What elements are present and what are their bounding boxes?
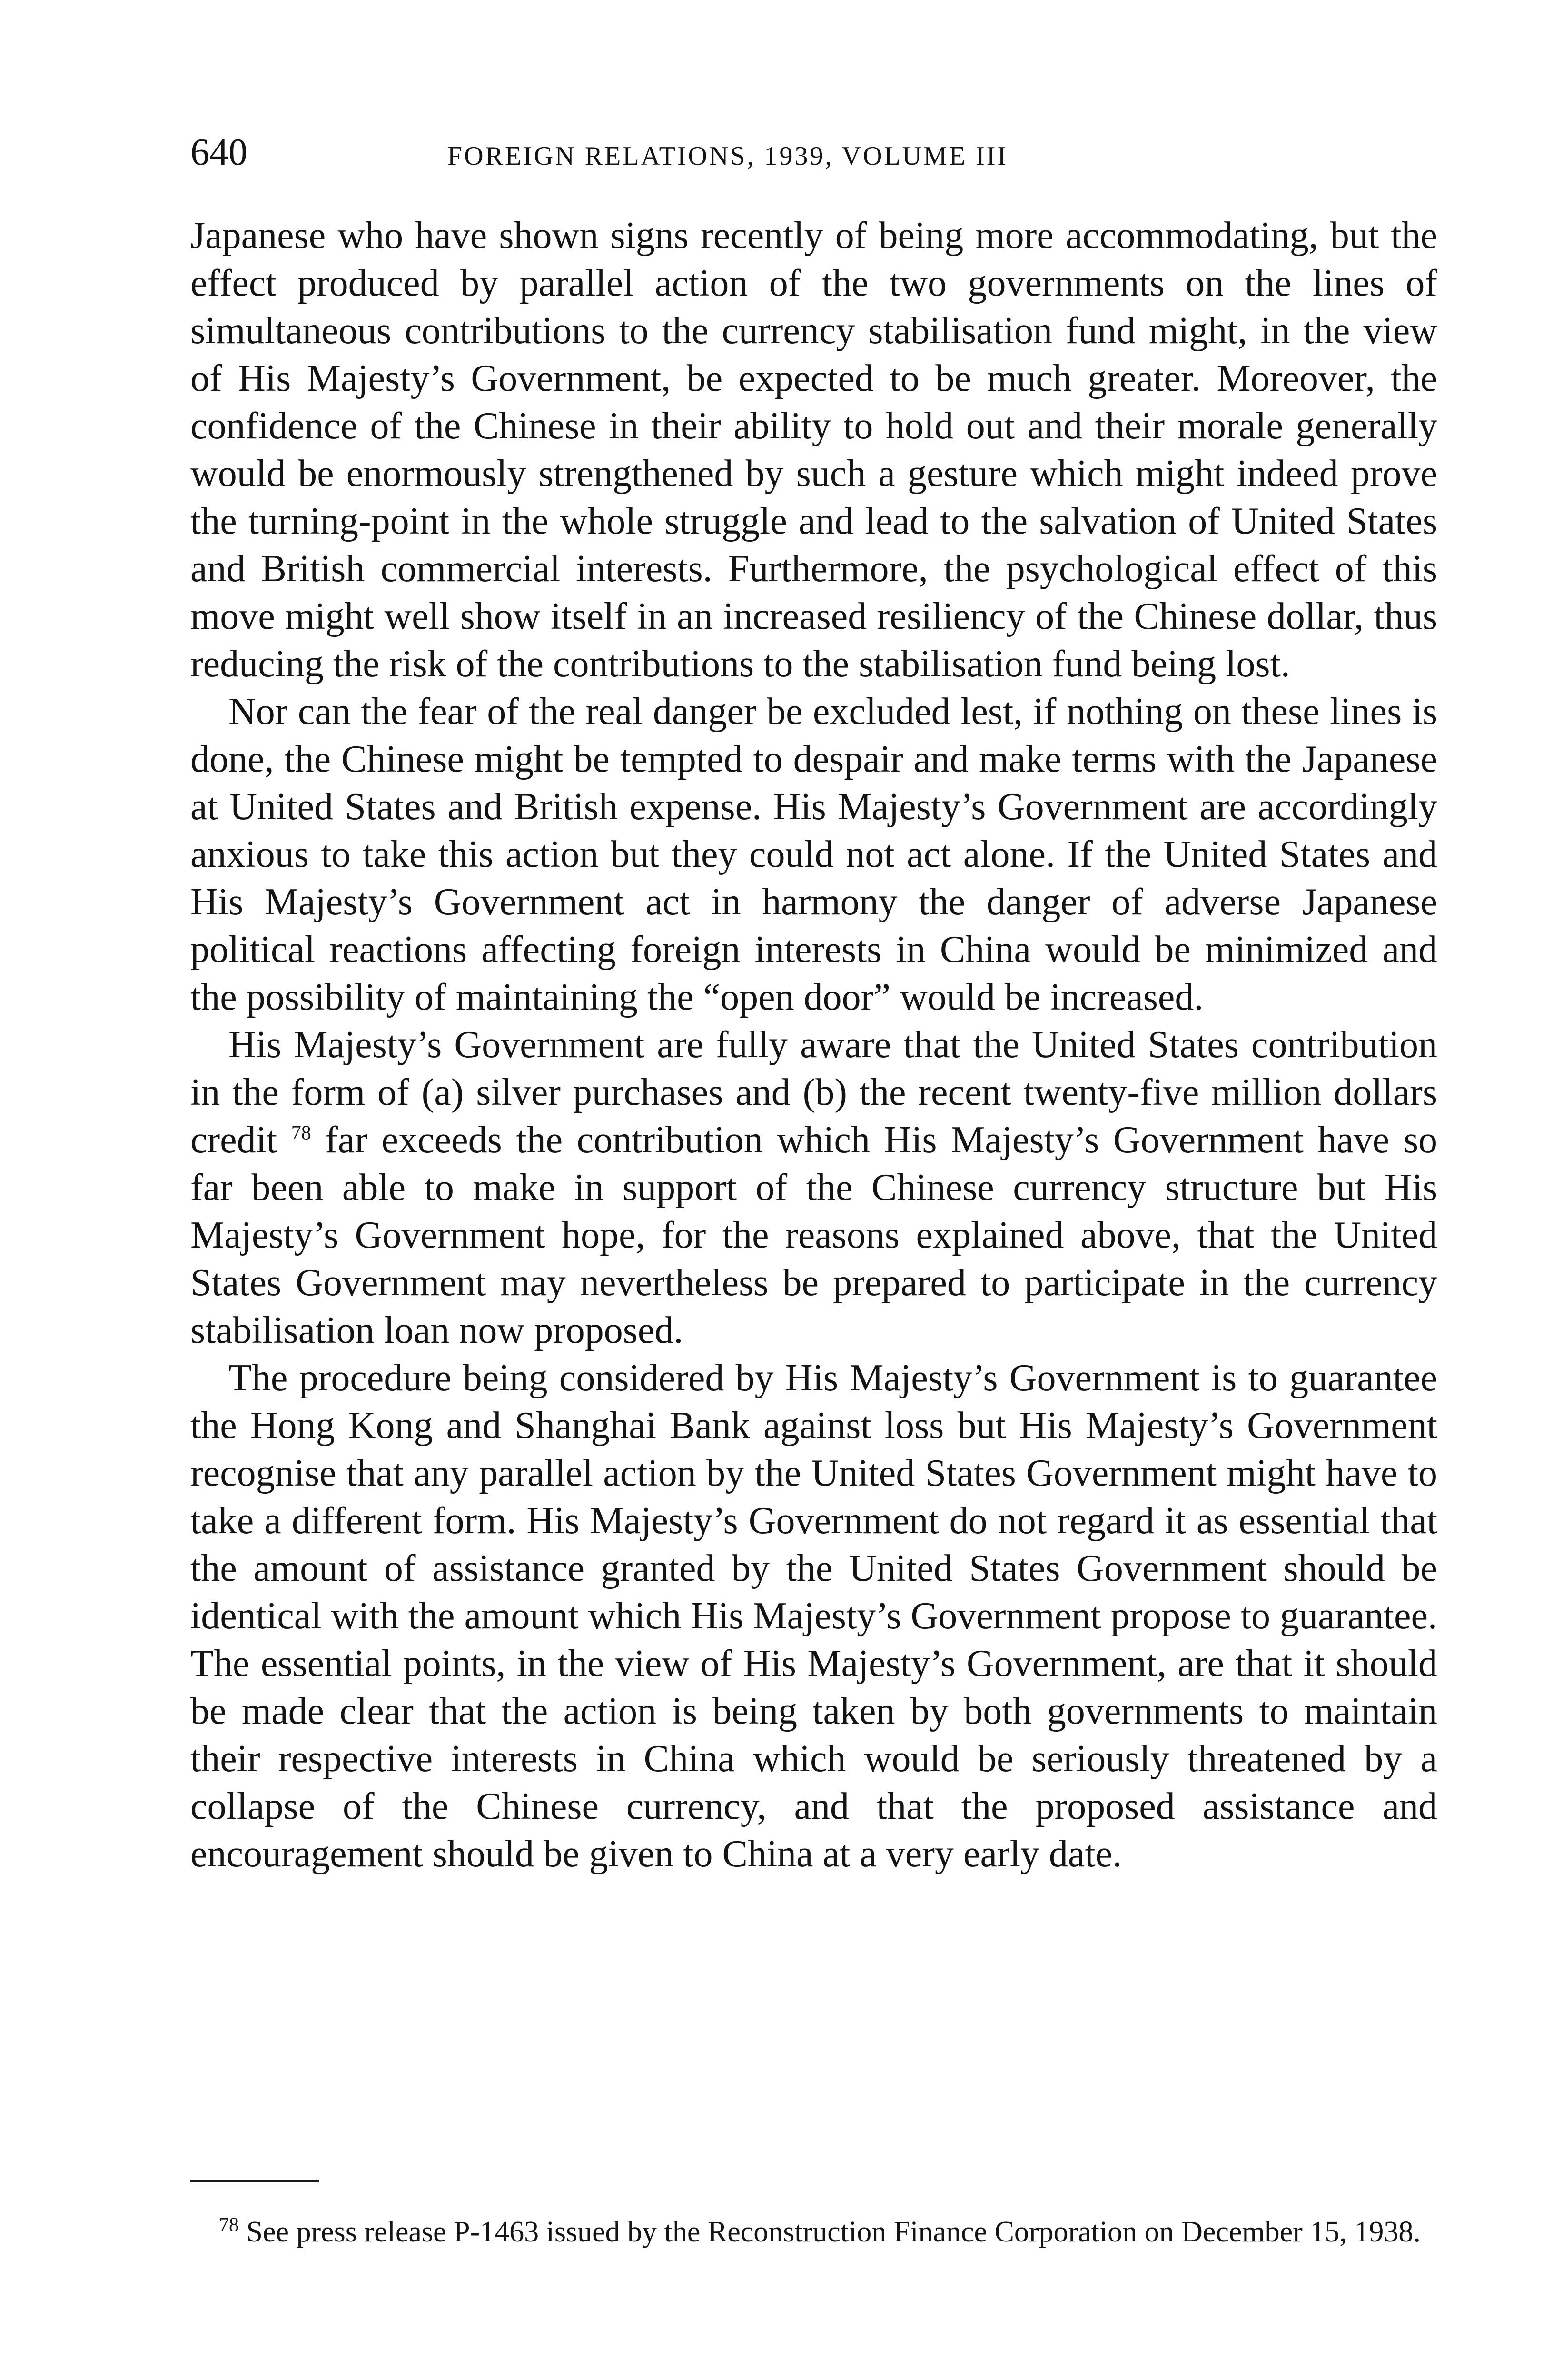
footnote-separator (190, 2180, 319, 2182)
paragraph-3-text-a: His Majesty’s Government are fully aware that the United States contribution in the form of (a) silver purchases and (b) the recent twenty-five million dollars credit (190, 1024, 1437, 1161)
footnote-mark: 78 (219, 2214, 239, 2236)
body-text (190, 212, 1437, 1878)
footnote-text: See press release P-1463 issued by the Reconstruction Finance Corporation on December 15, 1938. (246, 2216, 1421, 2248)
paragraph-4: The procedure being considered by His Majesty’s Government is to guarantee the Hong Kong and Shanghai Bank against loss but His Majesty’s Government recognise that any parallel action by the United States Government might have to take a different form. His Majesty’s Government do not regard it as essential that the amount of assistance granted by the United States Government should be identical with the amount which His Majesty’s Government propose to guarantee. The essential points, in the view of His Majesty’s Government, are that it should be made clear that the action is being taken by both governments to maintain their respective interests in China which would be seriously threatened by a collapse of the Chinese currency, and that the proposed assistance and encouragement should be given to China at a very early date. (190, 1357, 1437, 1875)
footnote-78 (190, 2213, 1428, 2251)
paragraph-1: Japanese who have shown signs recently of being more accommodating, but the effect produced by parallel action of the two governments on the lines of simultaneous contributions to the currency stabilisation fund might, in the view of His Majesty’s Government, be expected to be much greater. Moreover, the confidence of the Chinese in their ability to hold out and their morale generally would be enormously strengthened by such a gesture which might indeed prove the turning-point in the whole struggle and lead to the salvation of United States and British commercial interests. Furthermore, the psychological effect of this move might well show itself in an increased resiliency of the Chinese dollar, thus reducing the risk of the contributions to the stabilisation fund being lost. (190, 215, 1437, 685)
paragraph-2: Nor can the fear of the real danger be excluded lest, if nothing on these lines is done, the Chinese might be tempted to despair and make terms with the Japanese at United States and British expense. His Majesty’s Government are accordingly anxious to take this action but they could not act alone. If the United States and His Majesty’s Government act in harmony the danger of adverse Japanese political reactions affecting foreign interests in China would be minimized and the possibility of maintaining the “open door” would be increased. (190, 691, 1437, 1018)
page-header (190, 129, 1437, 176)
paragraph-3 (190, 1021, 1437, 1354)
paragraph-3-text-b: far exceeds the contribution which His Majesty’s Government have so far been able to make in support of the Chinese currency structure but His Majesty’s Government hope, for the reasons explained above, that the United States Government may nevertheless be prepared to participate in the currency stabilisation loan now proposed. (190, 1119, 1438, 1351)
running-head: FOREIGN RELATIONS, 1939, VOLUME III (447, 141, 1009, 171)
page-number: 640 (190, 131, 247, 173)
footnote-reference-78: 78 (291, 1122, 311, 1144)
